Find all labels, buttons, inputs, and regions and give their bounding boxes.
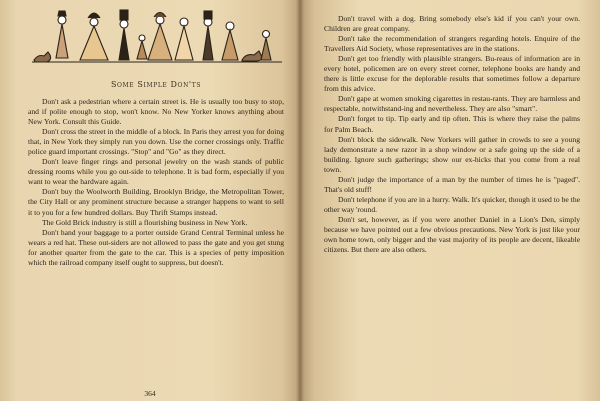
paragraph: Don't buy the Woolworth Building, Brooklyn Bridge, the Metropolitan Tower, the City Hall or any prominent structure because a stranger happens to want to sell it to you for a few hundred dollars. Buy Thrift Stamps instead. bbox=[28, 187, 284, 217]
page-number: 364 bbox=[144, 389, 156, 398]
victorian-strollers-illustration bbox=[32, 8, 282, 66]
paragraph: Don't get too friendly with plausible strangers. Bu-reaus of information are in every hotel, policemen are on every street corner, telephone books are handy and there is little excuse for the deplorable results that sometimes follow a departure from this advice. bbox=[324, 54, 580, 94]
paragraph: Don't take the recommendation of strangers regarding hotels. Enquire of the Travellers Aid Society, whose representatives are in the stations. bbox=[324, 34, 580, 54]
paragraph: The Gold Brick industry is still a flourishing business in New York. bbox=[42, 217, 248, 227]
paragraph: Don't forget to tip. Tip early and tip often. This is where they raise the palms for Palm Beach. bbox=[324, 114, 580, 134]
right-page bbox=[300, 0, 600, 401]
paragraph: Don't set, however, as if you were another Daniel in a Lion's Den, simply because we have pointed out a few obvious precautions. New York is just like your own home town, only bigger and the vast majority of its people are decent, likeable citizens. But there are also others. bbox=[324, 214, 580, 255]
paragraph: Don't ask a pedestrian where a certain street is. He is usually too busy to stop, and if polite enough to stop, won't know. No New Yorker knows anything about New York. Consult this Guide. bbox=[28, 97, 284, 127]
paragraph: Don't hand your baggage to a porter outside Grand Central Terminal unless he wears a red hat. These out-siders are not allowed to pass the gate and you get stung for another quarter from the gate to the car. This is a species of petty imposition which the railroad company itself ought to suppress, but doesn't. bbox=[28, 227, 284, 267]
paragraph: Don't cross the street in the middle of a block. In Paris they arrest you for doing that, in New York they simply run you down. Use the corner crossings only. Traffic police guard important crossings. "Stop" and "Go" as they direct. bbox=[28, 127, 284, 157]
paragraph: Don't gape at women smoking cigarettes in restau-rants. They are harmless and respectable, notwithstand-ing and nevertheless. They are also "smart". bbox=[324, 94, 580, 114]
section-heading: Some Simple Don'ts bbox=[110, 80, 202, 89]
paragraph: Don't block the sidewalk. New Yorkers will gather in crowds to see a young lady demonstrate a new razor in a shop window or a safe going up the side of a building. Ignore such gatherings; show our ex-hicks that you come from a real town. bbox=[324, 134, 580, 174]
paragraph: Don't judge the importance of a man by the number of times he is "paged". That's old stuff! bbox=[324, 174, 580, 194]
paragraph: Don't travel with a dog. Bring somebody else's kid if you can't your own. Children are great company. bbox=[324, 14, 580, 34]
book-gutter bbox=[296, 0, 304, 401]
paragraph: Don't telephone if you are in a hurry. Walk. It's quicker, though it used to be the other way 'round. bbox=[324, 194, 580, 214]
paragraph: Don't leave finger rings and personal jewelry on the wash stands of public dressing rooms while you go out-side to telephone. It is bad form, especially if you want to wear the hardware again. bbox=[28, 157, 284, 187]
